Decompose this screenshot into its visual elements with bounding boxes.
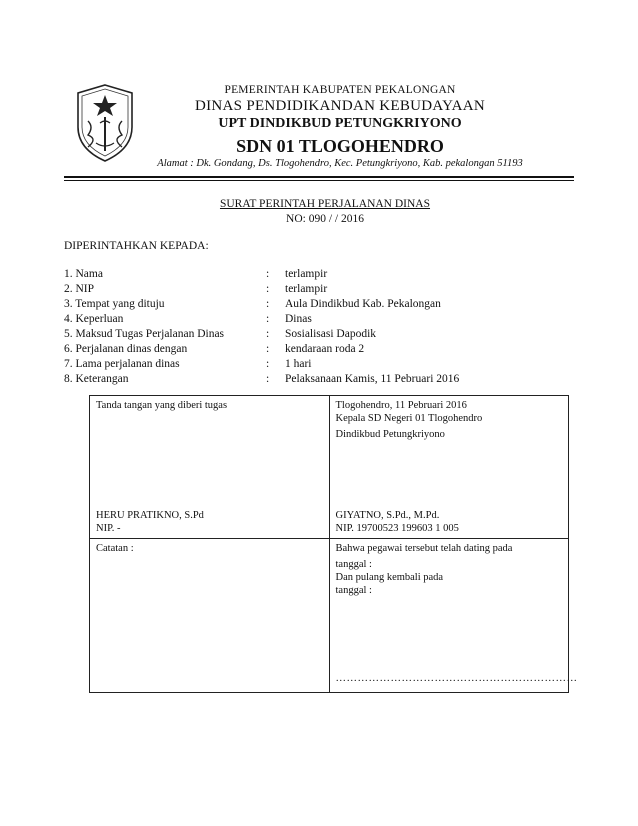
assignee-name: HERU PRATIKNO, S.Pd	[96, 510, 204, 521]
notes-label: Catatan :	[96, 543, 134, 554]
return-date-label: tanggal :	[335, 585, 372, 596]
header-upt-line: UPT DINDIKBUD PETUNGKRIYONO	[218, 116, 462, 131]
head-nip: NIP. 19700523 199603 1 005	[335, 523, 459, 534]
field-label: 3. Tempat yang dituju	[64, 298, 165, 310]
letter-number: NO: 090 / / 2016	[286, 213, 364, 225]
head-name: GIYATNO, S.Pd., M.Pd.	[335, 510, 440, 521]
assignee-nip: NIP. -	[96, 523, 121, 534]
head-identity	[336, 509, 459, 535]
head-position: Kepala SD Negeri 01 Tlogohendro	[335, 413, 483, 424]
field-colon: :	[266, 328, 270, 340]
header-department-line: DINAS PENDIDIKANDAN KEBUDAYAAN	[194, 98, 486, 114]
signature-table	[89, 395, 578, 693]
field-label: 5. Maksud Tugas Perjalanan Dinas	[64, 328, 225, 340]
head-unit: Dindikbud Petungkriyono	[335, 429, 445, 440]
header-divider-thick	[64, 176, 574, 178]
instruction-heading: DIPERINTAHKAN KEPADA:	[64, 240, 209, 252]
field-value: 1 hari	[285, 358, 312, 370]
header-address: Alamat : Dk. Gondang, Ds. Tlogohendro, Kec. Petungkriyono, Kab. pekalongan 51193	[157, 158, 523, 169]
arrival-date-label: tanggal :	[335, 559, 372, 570]
header-school-name: SDN 01 TLOGOHENDRO	[236, 136, 444, 156]
field-value: kendaraan roda 2	[285, 343, 365, 355]
regency-coat-of-arms-icon	[74, 83, 136, 163]
field-colon: :	[266, 298, 270, 310]
field-label: 1. Nama	[64, 268, 103, 280]
field-colon: :	[266, 268, 270, 280]
arrival-return-cell	[329, 539, 578, 693]
field-value: Dinas	[285, 313, 312, 325]
field-colon: :	[266, 283, 270, 295]
notes-row	[90, 539, 569, 693]
notes-cell	[90, 539, 330, 693]
field-label: 2. NIP	[64, 283, 95, 295]
field-label: 4. Keperluan	[64, 313, 124, 325]
assignee-identity	[96, 509, 204, 535]
field-value: Pelaksanaan Kamis, 11 Pebruari 2016	[285, 373, 460, 385]
field-value: terlampir	[285, 268, 328, 280]
field-colon: :	[266, 358, 270, 370]
field-label: 7. Lama perjalanan dinas	[64, 358, 180, 370]
field-colon: :	[266, 343, 270, 355]
signing-place-date: Tlogohendro, 11 Pebruari 2016	[335, 400, 467, 411]
head-signature-cell	[329, 396, 569, 539]
header-government-line: PEMERINTAH KABUPATEN PEKALONGAN	[224, 84, 456, 96]
letter-title: SURAT PERINTAH PERJALANAN DINAS	[219, 198, 431, 210]
field-colon: :	[266, 373, 270, 385]
signature-dotted-line: …………………………………………………………	[335, 673, 578, 684]
field-colon: :	[266, 313, 270, 325]
field-value: Aula Dindikbud Kab. Pekalongan	[285, 298, 441, 310]
assignee-signature-cell	[90, 396, 330, 539]
return-statement: Dan pulang kembali pada	[335, 572, 444, 583]
arrival-statement: Bahwa pegawai tersebut telah dating pada	[335, 543, 513, 554]
signature-row	[90, 396, 569, 539]
field-label: 6. Perjalanan dinas dengan	[64, 343, 188, 355]
field-value: terlampir	[285, 283, 328, 295]
header-divider-thin	[64, 180, 574, 181]
assignee-signature-caption: Tanda tangan yang diberi tugas	[96, 400, 228, 411]
field-value: Sosialisasi Dapodik	[285, 328, 377, 340]
field-label: 8. Keterangan	[64, 373, 129, 385]
